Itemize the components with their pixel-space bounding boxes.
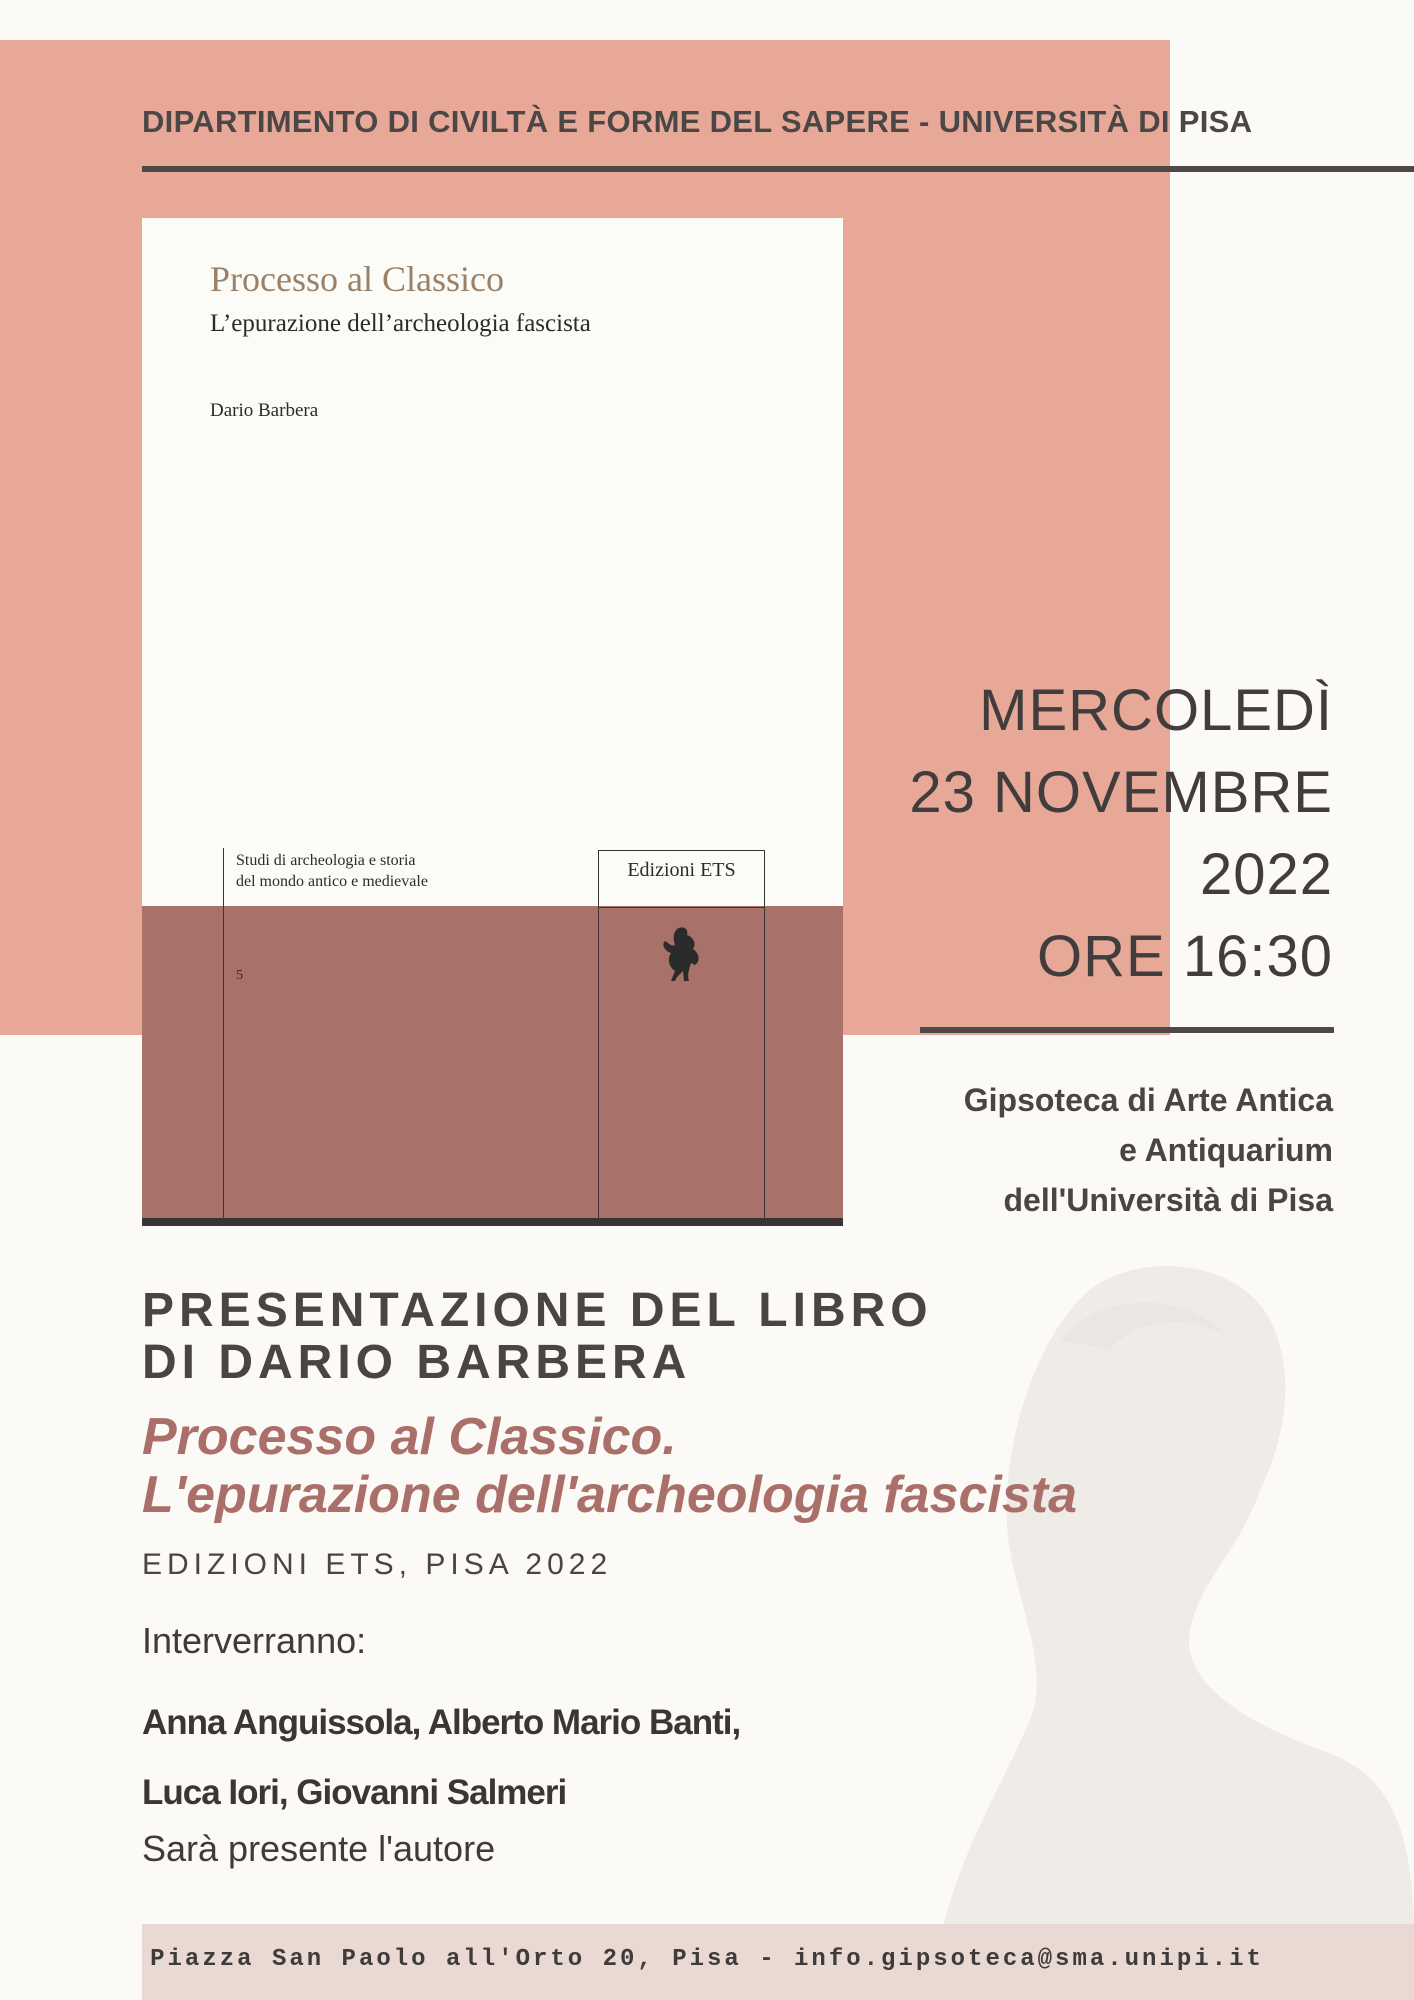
header-divider	[142, 166, 1414, 172]
lion-rampant-icon	[657, 923, 705, 983]
department-header: DIPARTIMENTO DI CIVILTÀ E FORME DEL SAPERE - UNIVERSITÀ DI PISA	[142, 104, 1253, 139]
event-date	[909, 670, 1333, 998]
date-weekday: MERCOLEDÌ	[979, 678, 1333, 743]
presentation-heading-line: DI DARIO BARBERA	[142, 1336, 692, 1389]
speakers-label: Interverranno:	[142, 1620, 367, 1661]
footer-bar	[142, 1924, 1414, 2000]
cover-series-number: 5	[236, 968, 243, 983]
venue-line: dell'Università di Pisa	[1003, 1182, 1333, 1218]
date-time: ORE 16:30	[1037, 924, 1333, 989]
cover-bottom-edge	[142, 1218, 843, 1226]
statue-bust-image	[940, 1250, 1414, 1940]
book-title-line: Processo al Classico.	[142, 1408, 677, 1466]
date-year: 2022	[1199, 842, 1333, 907]
date-day-month: 23 NOVEMBRE	[909, 760, 1333, 825]
book-title	[142, 1408, 1077, 1524]
cover-subtitle: L’epurazione dell’archeologia fascista	[210, 310, 591, 337]
date-divider	[920, 1027, 1334, 1033]
author-note: Sarà presente l'autore	[142, 1828, 496, 1869]
cover-series	[236, 850, 428, 892]
publisher-divider	[599, 907, 764, 908]
book-title-line: L'epurazione dell'archeologia fascista	[142, 1466, 1078, 1524]
book-cover-image	[142, 218, 843, 1226]
cover-series-line: Studi di archeologia e storia	[236, 852, 416, 869]
cover-publisher: Edizioni ETS	[627, 859, 736, 881]
presentation-heading	[142, 1285, 933, 1389]
publisher-box	[598, 850, 765, 1219]
edition-info: EDIZIONI ETS, PISA 2022	[142, 1548, 613, 1581]
speakers-line: Luca Iori, Giovanni Salmeri	[142, 1773, 567, 1812]
venue-line: Gipsoteca di Arte Antica	[963, 1082, 1333, 1118]
speakers-line: Anna Anguissola, Alberto Mario Banti,	[142, 1703, 741, 1742]
speakers-list	[142, 1688, 740, 1828]
series-divider	[223, 848, 224, 1218]
footer-address: Piazza San Paolo all'Orto 20, Pisa - info.gipsoteca@sma.unipi.it	[150, 1946, 1264, 1973]
cover-title: Processo al Classico	[210, 259, 504, 299]
event-venue	[964, 1075, 1333, 1225]
venue-line: e Antiquarium	[1119, 1132, 1333, 1168]
presentation-heading-line: PRESENTAZIONE DEL LIBRO	[142, 1284, 933, 1337]
cover-series-line: del mondo antico e medievale	[236, 873, 428, 890]
cover-author: Dario Barbera	[210, 400, 319, 421]
